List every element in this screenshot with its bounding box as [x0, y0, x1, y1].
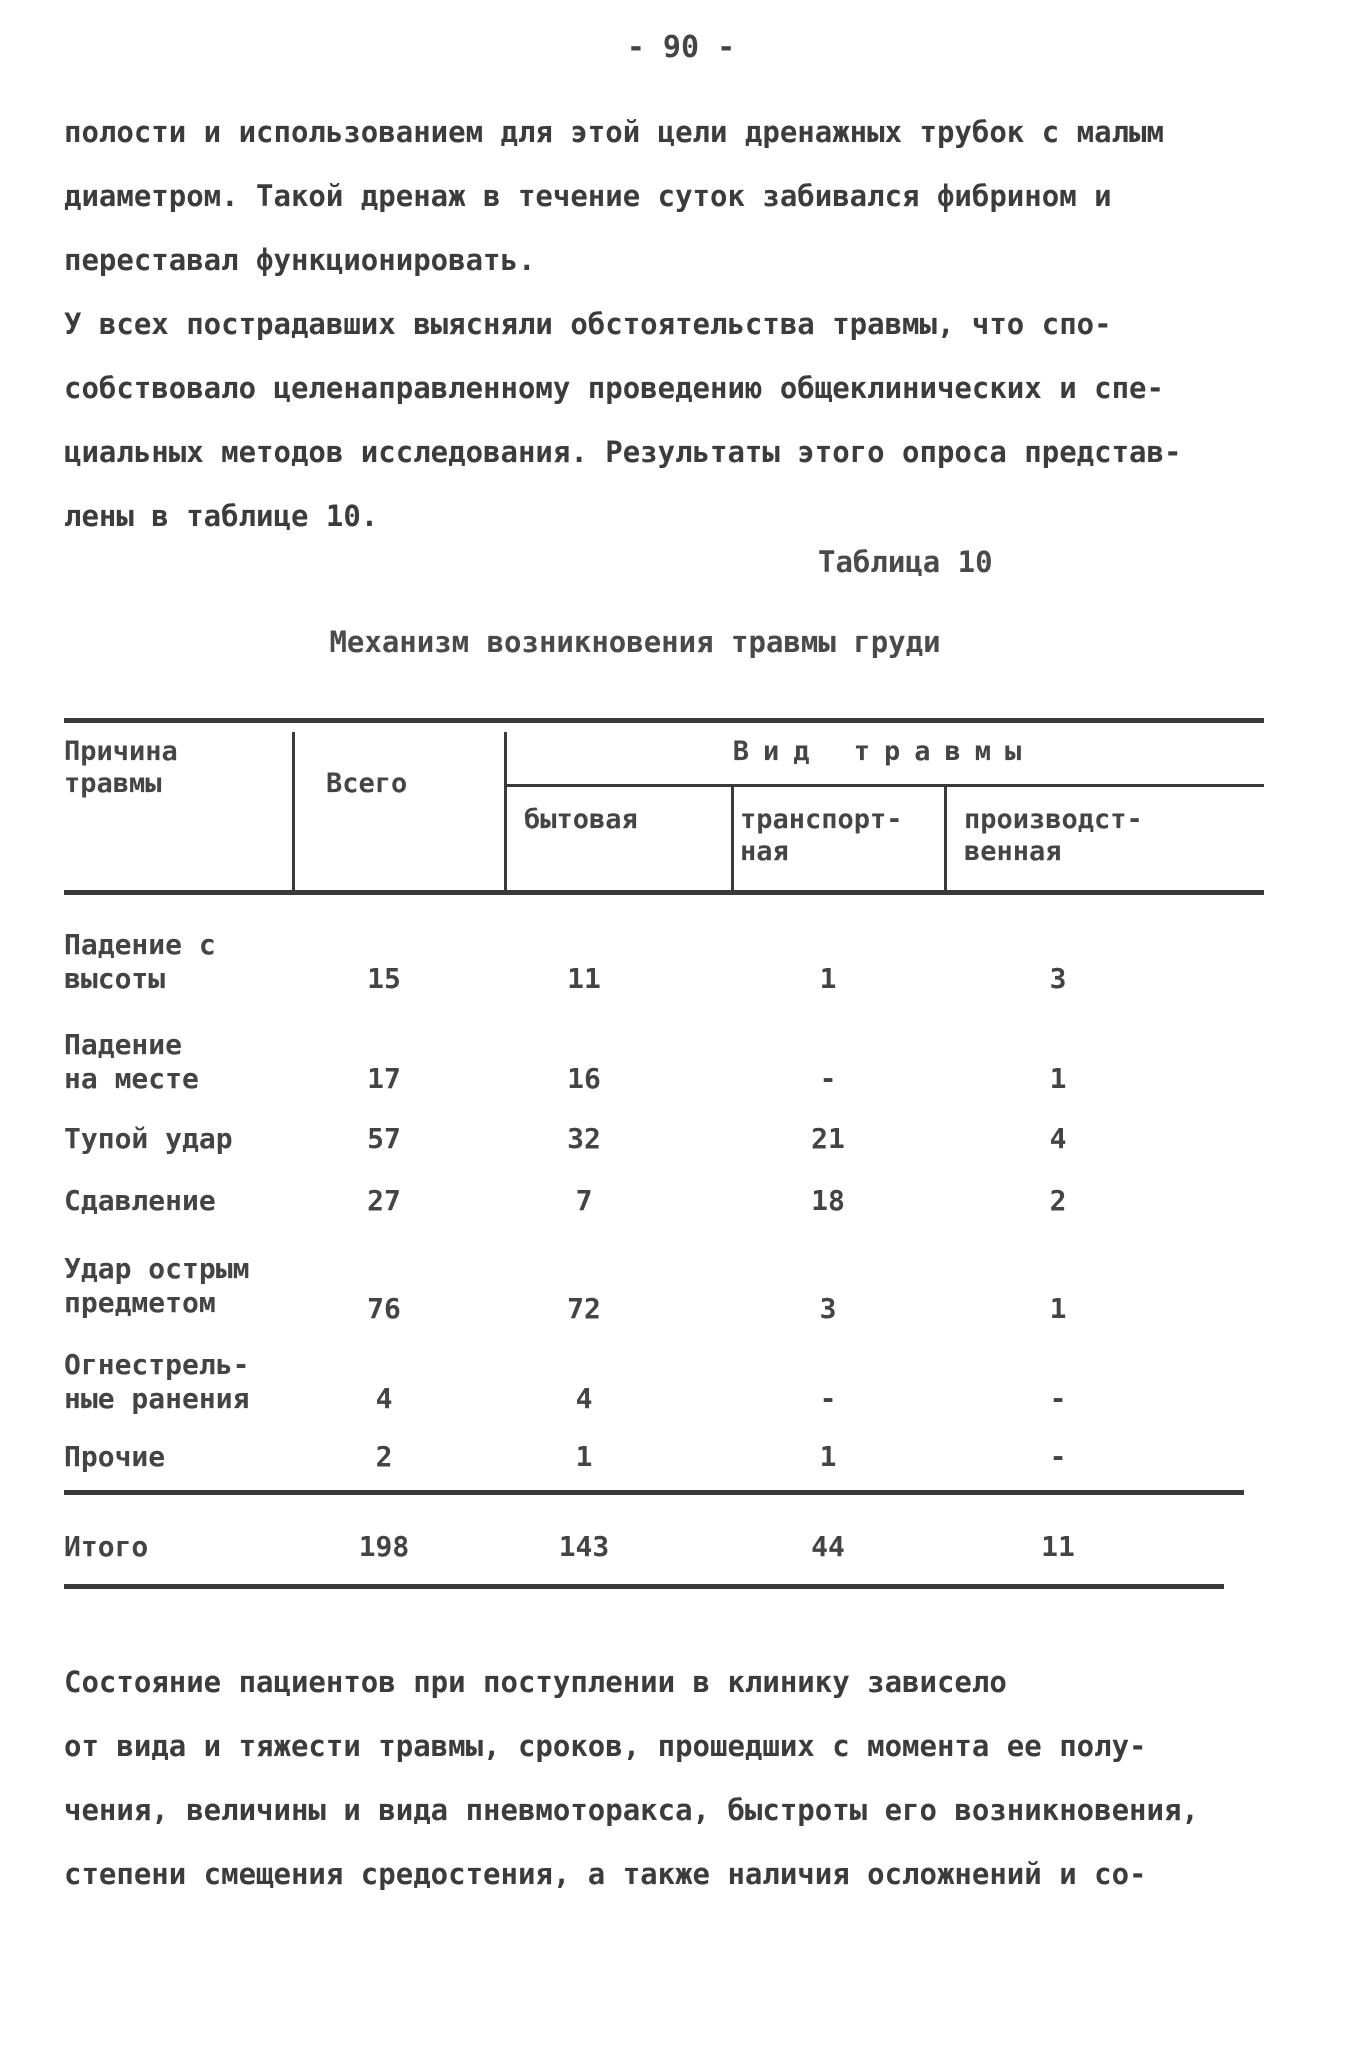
row-domestic: 7 — [575, 1184, 593, 1217]
column-divider — [292, 732, 295, 892]
row-total: 57 — [367, 1122, 401, 1155]
header-industrial: производст- венная — [964, 804, 1143, 867]
summary-transport: 44 — [811, 1530, 845, 1563]
row-total: 15 — [367, 962, 401, 995]
row-total: 76 — [367, 1292, 401, 1325]
header-type-group: Вид травмы — [732, 736, 1036, 767]
paragraph-2: У всех пострадавших выясняли обстоятельства травмы, что спо- собствовало целенаправленному проведению общеклинических и спе- циальных методов исследования. Результаты этого опроса представ- лены в таблице 10. — [64, 307, 1182, 533]
row-transport: 3 — [819, 1292, 837, 1325]
row-transport: 1 — [819, 1440, 837, 1473]
row-transport: 1 — [819, 962, 837, 995]
paragraph-3: Состояние пациентов при поступлении в клинику зависело от вида и тяжести травмы, сроков, прошедших с момента ее полу- чения, величины и вида пневмоторакса, быстроты его возникновения, степени смещения средостения, а также наличия осложнений и со- — [64, 1665, 1199, 1891]
row-transport: 21 — [811, 1122, 845, 1155]
row-domestic: 11 — [567, 962, 601, 995]
paragraph-1: полости и использованием для этой цели дренажных трубок с малым диаметром. Такой дренаж в течение суток забивался фибрином и переставал функционировать. — [64, 115, 1164, 277]
header-domestic: бытовая — [524, 804, 638, 835]
row-domestic: 16 — [567, 1062, 601, 1095]
row-domestic: 72 — [567, 1292, 601, 1325]
row-total: 27 — [367, 1184, 401, 1217]
table-label: Таблица 10 — [818, 545, 993, 579]
row-domestic: 32 — [567, 1122, 601, 1155]
row-domestic: 1 — [575, 1440, 593, 1473]
page-number: - 90 - — [626, 30, 736, 65]
table-top-rule — [64, 718, 1264, 723]
row-domestic: 4 — [575, 1382, 593, 1415]
trauma-mechanism-table — [64, 718, 1264, 1598]
row-industrial: - — [1049, 1440, 1067, 1473]
row-cause: Тупой удар — [64, 1122, 233, 1155]
summary-industrial: 11 — [1041, 1530, 1075, 1563]
row-total: 17 — [367, 1062, 401, 1095]
row-cause: Огнестрель- ные ранения — [64, 1348, 250, 1415]
row-cause: Прочие — [64, 1440, 166, 1473]
header-transport: транспорт- ная — [740, 804, 903, 867]
header-total: Всего — [326, 768, 408, 799]
column-divider — [731, 784, 734, 892]
row-industrial: 1 — [1049, 1292, 1067, 1325]
row-industrial: 3 — [1049, 962, 1067, 995]
summary-label: Итого — [64, 1530, 149, 1563]
row-industrial: 1 — [1049, 1062, 1067, 1095]
row-total: 4 — [375, 1382, 393, 1415]
table-caption: Механизм возникновения травмы груди — [329, 625, 941, 659]
row-cause: Падение с высоты — [64, 928, 216, 995]
row-industrial: - — [1049, 1382, 1067, 1415]
summary-domestic: 143 — [558, 1530, 610, 1563]
summary-total: 198 — [358, 1530, 410, 1563]
row-cause: Падение на месте — [64, 1028, 199, 1095]
row-transport: - — [819, 1062, 837, 1095]
row-transport: - — [819, 1382, 837, 1415]
column-divider — [944, 784, 947, 892]
row-industrial: 2 — [1049, 1184, 1067, 1217]
row-transport: 18 — [811, 1184, 845, 1217]
type-subheader-rule — [504, 784, 1264, 787]
row-cause: Удар острым предметом — [64, 1252, 250, 1319]
table-bottom-rule — [64, 1584, 1224, 1589]
header-cause: Причина травмы — [64, 736, 178, 799]
row-industrial: 4 — [1049, 1122, 1067, 1155]
row-cause: Сдавление — [64, 1184, 216, 1217]
table-header-rule — [64, 890, 1264, 895]
table-summary-rule — [64, 1490, 1244, 1495]
row-total: 2 — [375, 1440, 393, 1473]
